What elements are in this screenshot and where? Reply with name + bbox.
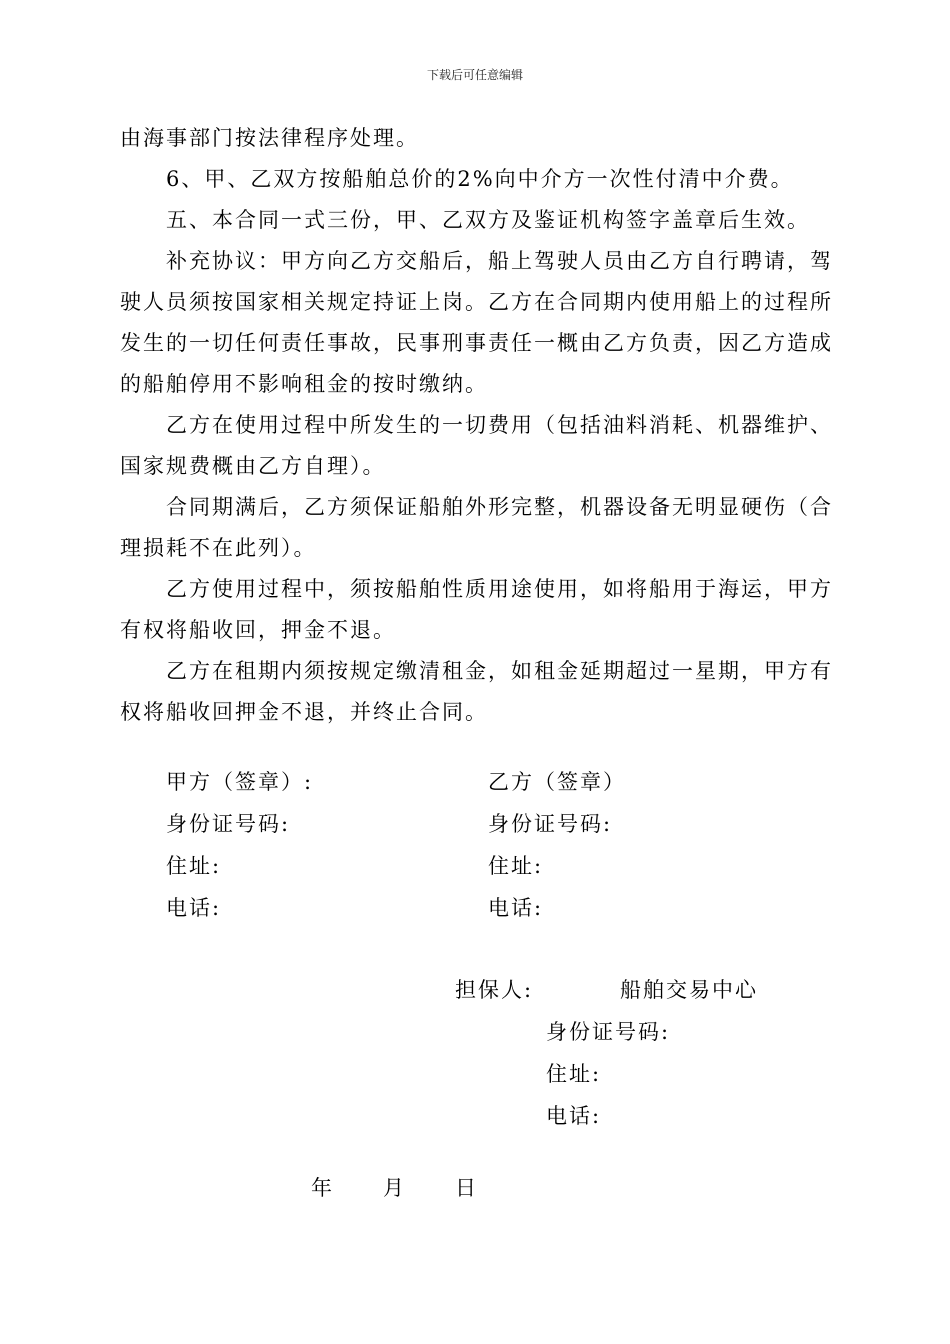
party-b-phone: 电话: [488,896,544,920]
party-b-sign: 乙方（签章） [488,770,626,794]
page-header: 下载后可任意编辑 [426,68,523,82]
date-day: 日 [455,1176,478,1200]
party-b-id: 身份证号码: [488,812,613,836]
date-month: 月 [383,1176,406,1200]
guarantor-id: 身份证号码: [546,1020,671,1044]
party-b-address: 住址: [488,854,544,878]
paragraph-7: 乙方使用过程中，须按船舶性质用途使用，如将船用于海运，甲方有权将船收回，押金不退。 [120,577,833,642]
guarantor-phone: 电话: [546,1104,602,1128]
guarantor-address: 住址: [546,1062,602,1086]
party-a-phone: 电话: [166,896,222,920]
paragraph-2: 6、甲、乙双方按船舶总价的2%向中介方一次性付清中介费。 [166,167,794,191]
paragraph-1: 由海事部门按法律程序处理。 [120,126,419,150]
party-a-address: 住址: [166,854,222,878]
date-year: 年 [311,1176,334,1200]
paragraph-8: 乙方在租期内须按规定缴清租金，如租金延期超过一星期，甲方有权将船收回押金不退，并终止合同。 [120,659,833,724]
guarantor-name: 船舶交易中心 [620,978,758,1002]
contract-body [120,118,840,733]
party-a-sign: 甲方（签章）: [166,770,314,794]
paragraph-6: 合同期满后，乙方须保证船舶外形完整，机器设备无明显硬伤（合理损耗不在此列）。 [120,495,833,560]
paragraph-4: 补充协议：甲方向乙方交船后，船上驾驶人员由乙方自行聘请，驾驶人员须按国家相关规定持证上岗。乙方在合同期内使用船上的过程所发生的一切任何责任事故，民事刑事责任一概由乙方负责，因乙方造成的船舶停用不影响租金的按时缴纳。 [120,249,833,396]
party-a-id: 身份证号码: [166,812,291,836]
paragraph-5: 乙方在使用过程中所发生的一切费用（包括油料消耗、机器维护、国家规费概由乙方自理）。 [120,413,833,478]
guarantor-label: 担保人: [455,978,534,1002]
paragraph-3: 五、本合同一式三份，甲、乙双方及鉴证机构签字盖章后生效。 [166,208,810,232]
